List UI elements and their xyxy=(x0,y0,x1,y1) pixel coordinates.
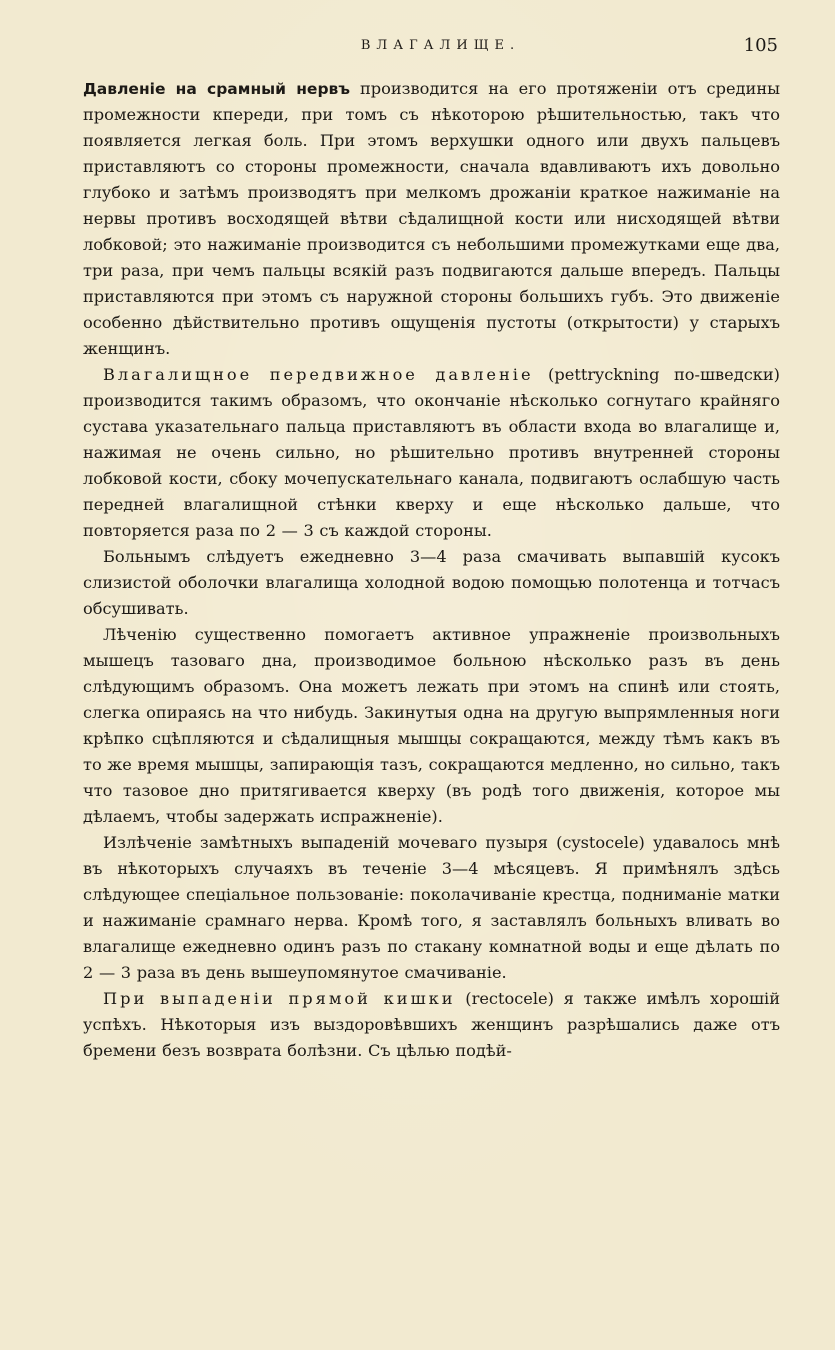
page-number: 105 xyxy=(743,35,778,56)
paragraph-text: производится на его протяженіи отъ средины промежности кпереди, при томъ съ нѣкоторою рѣшительностью, такъ что появляется легкая боль. При этомъ верхушки одного или двухъ пальцевъ приставляютъ со стороны промежности, сначала вдавливаютъ ихъ довольно глубоко и затѣмъ производятъ при мелкомъ дрожаніи краткое нажиманіе на нервы противъ восходящей вѣтви сѣдалищной кости или нисходящей вѣтви лобковой; это нажиманіе производится съ небольшими промежутками еще два, три раза, при чемъ пальцы всякій разъ подвигаются дальше впередъ. Пальцы приставляются при этомъ съ наружной стороны большихъ губъ. Это движеніе особенно дѣйствительно противъ ощущенія пустоты (открытости) у старыхъ женщинъ. xyxy=(83,79,780,358)
paragraph-pudendal-nerve-pressure xyxy=(83,76,780,362)
paragraph-lead: Влагалищное передвижное давленіе xyxy=(103,365,534,384)
paragraph-lead: При выпаденіи прямой кишки xyxy=(103,989,456,1008)
paragraph-wetting xyxy=(83,544,780,622)
paragraph-text: Излѣченіе замѣтныхъ выпаденій мочеваго пузыря (cystocele) удавалось мнѣ въ нѣкоторыхъ случаяхъ въ теченіе 3—4 мѣсяцевъ. Я примѣнялъ здѣсь слѣдующее спеціальное пользованіе: поколачиваніе крестца, подниманіе матки и нажиманіе срамнаго нерва. Кромѣ того, я заставлялъ больныхъ вливать во влагалище ежедневно одинъ разъ по стакану комнатной воды и еще дѣлать по 2 — 3 раза въ день вышеупомянутое смачиваніе. xyxy=(83,833,780,982)
paragraph-text: (pettryckning по-шведски) производится такимъ образомъ, что окончаніе нѣсколько согнутаго крайняго сустава указательнаго пальца приставляютъ въ области входа во влагалище и, нажимая не очень сильно, но рѣшительно противъ внутренней стороны лобковой кости, сбоку мочепускательнаго канала, подвигаютъ ослабшую часть передней влагалищной стѣнки кверху и еще нѣсколько дальше, что повторяется раза по 2 — 3 съ каждой стороны. xyxy=(83,365,780,540)
paragraph-exercise xyxy=(83,622,780,830)
paragraph-cystocele xyxy=(83,830,780,986)
paragraph-vaginal-pressure xyxy=(83,362,780,544)
running-title: ВЛАГАЛИЩЕ. xyxy=(360,38,521,53)
paragraph-text: Лѣченію существенно помогаетъ активное упражненіе произвольныхъ мышецъ тазоваго дна, производимое больною нѣсколько разъ въ день слѣдующимъ образомъ. Она можетъ лежать при этомъ на спинѣ или стоять, слегка опираясь на что нибудь. Закинутыя одна на другую выпрямленныя ноги крѣпко сцѣпляются и сѣдалищныя мышцы сокращаются, между тѣмъ какъ въ то же время мышцы, запирающія тазъ, сокращаются медленно, но сильно, такъ что тазовое дно притягивается кверху (въ родѣ того движенія, которое мы дѣлаемъ, чтобы задержать испражненіе). xyxy=(83,625,780,826)
paragraph-text: Больнымъ слѣдуетъ ежедневно 3—4 раза смачивать выпавшій кусокъ слизистой оболочки влагалища холодной водою помощью полотенца и тотчасъ обсушивать. xyxy=(83,547,780,618)
paragraph-lead: Давленіе на срамный нервъ xyxy=(83,80,350,98)
paragraph-rectocele xyxy=(83,986,780,1064)
body-text xyxy=(83,76,780,1064)
paragraph-text: (rectocele) я также имѣлъ хорошій успѣхъ. Нѣкоторыя изъ выздоровѣвшихъ женщинъ разрѣшались даже отъ бремени безъ возврата болѣзни. Съ цѣлью подѣй- xyxy=(83,989,780,1060)
running-head xyxy=(83,32,778,60)
